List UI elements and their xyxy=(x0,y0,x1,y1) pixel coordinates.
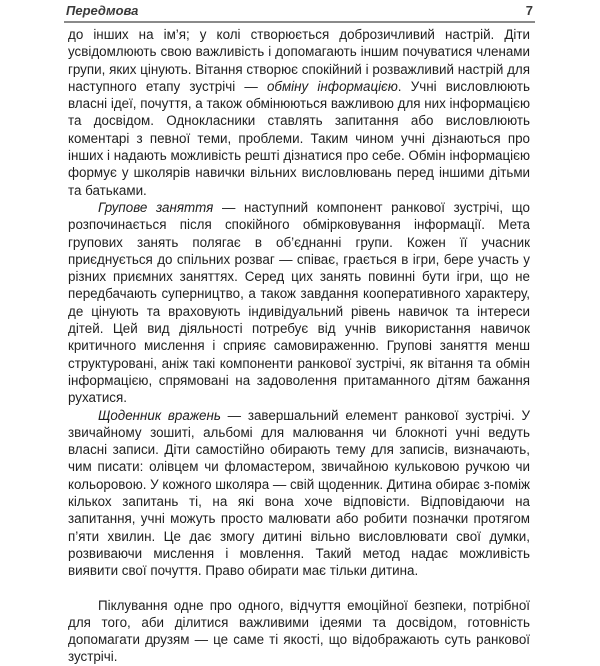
text-span: — завершальний елемент ранкової зустрічі. У звичайному зошиті, альбомі для малювання чи блокноті учні ведуть власні записи. Діти самостійно обирають тему для записів, визначають, чим писати: олівцем чи фломастером, звичайною кульковою ручкою чи кольоровою. У кожного школяра — свій щоденник. Дитина обирає з-поміж кількох запитань ті, на які вона хоче відповісти. Відповідаючи на запитання, учні можуть просто малювати або робити позначки протягом п’яти хвилин. Це дає змогу дитині вільно висловлювати свої думки, розвиваючи мислення і мовлення. Такий метод надає можливість виявити свої почуття. Право обирати має тільки дитина. xyxy=(68,407,531,579)
paragraph xyxy=(68,407,530,580)
text-span: . Учні висловлюють власні ідеї, почуття, а також обмінюються важливою для них інформацією та досвідом. Однокласники ставлять запитання або висловлюють коментарі з певної теми, проблеми. Таким чином учні дізнаються про інших і надають можливість решті дізнатися про себе. Обмін інформацією формує у школярів навички вільних висловлювань перед іншими дітьми та батьками. xyxy=(68,78,531,198)
page-number: 7 xyxy=(525,3,533,18)
emphasis-term: Групове заняття xyxy=(98,199,214,215)
emphasis-term: обміну інформацією xyxy=(266,78,398,94)
running-header xyxy=(64,2,535,23)
paragraph xyxy=(68,26,530,199)
text-span: до інших на ім’я; у колі створюється доброзичливий настрій. Діти усвідомлюють свою важливість і допомагають іншим почуватися членами групи, яких цінують. Вітання створює спокійний і розважливий настрій для наступного етапу зустрічі — xyxy=(68,27,530,94)
emphasis-term: Щоденник вражень xyxy=(98,407,221,423)
text-span: — наступний компонент ранкової зустрічі, що розпочинається після спокійного обмірковування інформації. Мета групових занять полягає в об’єднанні групи. Кожен її учасник приєднується до спільних розваг — співає, грається в ігри, бере участь у різних приємних заняттях. Серед цих занять повинні бути ігри, що не передбачають суперництво, а також завдання кооперативного характеру, де цінують та враховують індивідуальний рівень навичок та інтереси дітей. Цей вид діяльності потребує від учнів використання навичок критичного мислення і сприяє самовираженню. Групові заняття менш структуровані, аніж такі компоненти ранкової зустрічі, як вітання та обмін інформацією, спрямовані на задоволення притаманного дітям бажання рухатися. xyxy=(68,199,530,406)
body-text xyxy=(68,26,530,666)
paragraph xyxy=(68,597,530,666)
paragraph xyxy=(68,199,530,407)
section-title: Передмова xyxy=(66,3,139,18)
text-span: Піклування одне про одного, відчуття емоційної безпеки, потрібної для того, аби ділитися важливими ідеями та досвідом, готовність допомагати друзям — це саме ті якості, що відображають суть ранкової зустрічі. xyxy=(68,597,530,665)
